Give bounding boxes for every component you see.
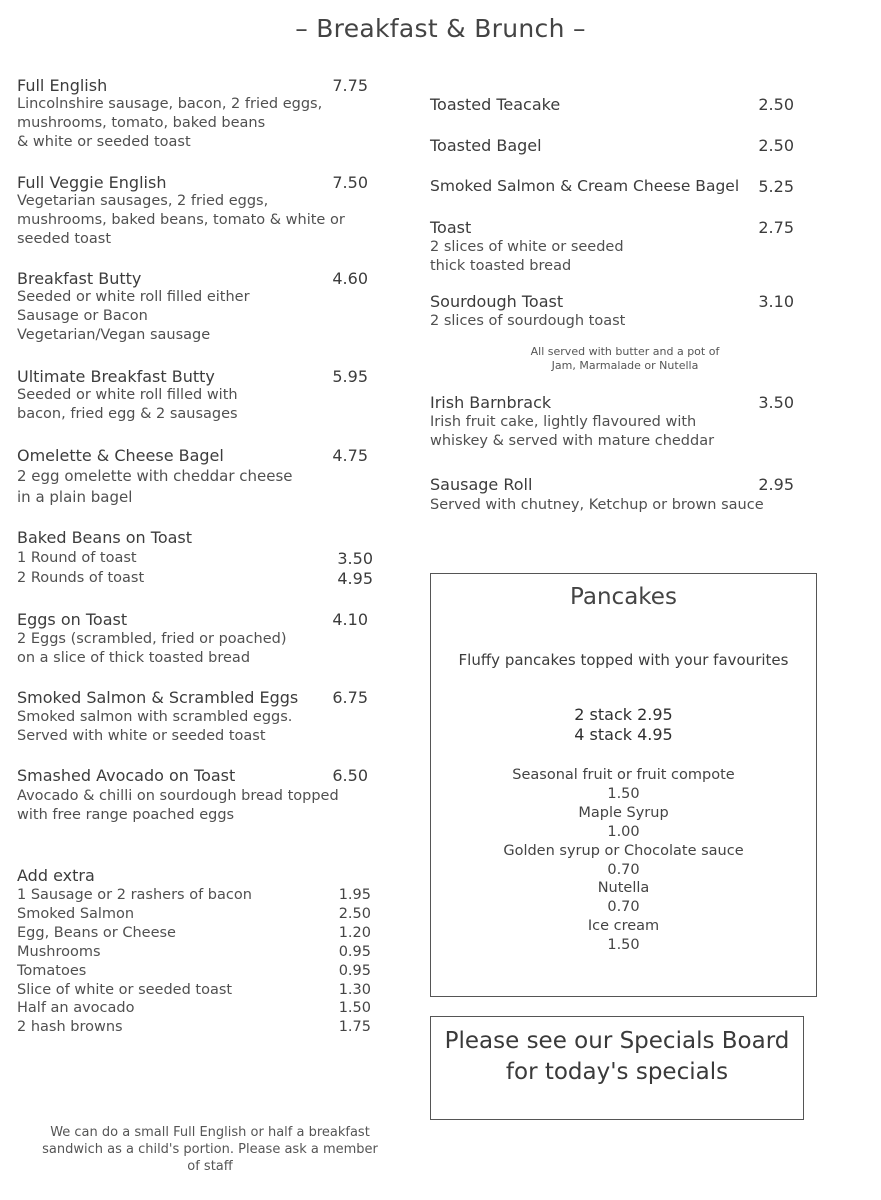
pancakes-box xyxy=(430,573,817,997)
item-price: 5.95 xyxy=(332,367,368,386)
item-price: 7.50 xyxy=(332,173,368,192)
extras-heading: Add extra xyxy=(17,866,95,885)
topping-label: Seasonal fruit or fruit compote xyxy=(512,767,735,783)
pancakes-subtitle: Fluffy pancakes topped with your favourites xyxy=(458,651,789,669)
item-description: 2 slices of white or seeded thick toasted bread xyxy=(430,239,624,274)
child-portion-note: We can do a small Full English or half a breakfast sandwich as a child's portion. Please ask a member of staff xyxy=(42,1125,378,1174)
item-name: Toasted Bagel xyxy=(430,136,542,155)
item-description: 2 egg omelette with cheddar cheese in a plain bagel xyxy=(17,467,293,506)
item-price: 6.75 xyxy=(332,688,368,707)
specials-box xyxy=(430,1016,804,1120)
item-description: Seeded or white roll filled either Sausage or Bacon Vegetarian/Vegan sausage xyxy=(17,289,250,343)
item-description: Vegetarian sausages, 2 fried eggs, mushrooms, baked beans, tomato & white or seeded toast xyxy=(17,193,345,247)
topping-label: Maple Syrup xyxy=(578,804,669,821)
page-title: – Breakfast & Brunch – xyxy=(295,14,586,43)
item-price: 3.50 xyxy=(758,393,794,412)
item-name: Eggs on Toast xyxy=(17,610,128,629)
item-description: Irish fruit cake, lightly flavoured with whiskey & served with mature cheddar xyxy=(430,414,715,449)
item-description: Seeded or white roll filled with bacon, fried egg & 2 sausages xyxy=(17,387,238,422)
topping-label: Golden syrup or Chocolate sauce xyxy=(503,842,744,859)
extra-label: Smoked Salmon xyxy=(17,905,135,922)
butter-note: All served with butter and a pot of Jam, Marmalade or Nutella xyxy=(530,345,720,372)
topping-price: 1.50 xyxy=(607,785,640,802)
pancake-toppings xyxy=(431,766,816,955)
extra-price: 1.20 xyxy=(338,924,371,941)
item-price: 4.60 xyxy=(332,269,368,288)
item-price: 6.50 xyxy=(332,766,368,785)
extras-prices xyxy=(300,886,371,1037)
extra-price: 1.75 xyxy=(338,1019,371,1036)
item-price: 4.75 xyxy=(332,446,368,465)
item-description: Lincolnshire sausage, bacon, 2 fried eggs, mushrooms, tomato, baked beans & white or seeded toast xyxy=(17,96,323,150)
item-price: 2.95 xyxy=(758,475,794,494)
extras-labels xyxy=(17,886,252,1037)
extra-label: 1 Sausage or 2 rashers of bacon xyxy=(17,887,252,903)
pancakes-title: Pancakes xyxy=(570,584,677,610)
item-name: Smashed Avocado on Toast xyxy=(17,766,236,785)
item-price: 3.10 xyxy=(758,292,794,311)
item-name: Breakfast Butty xyxy=(17,269,142,288)
topping-price: 0.70 xyxy=(607,861,640,878)
extra-price: 1.30 xyxy=(338,981,371,998)
item-name: Smoked Salmon & Cream Cheese Bagel xyxy=(430,177,740,195)
item-name: Smoked Salmon & Scrambled Eggs xyxy=(17,688,299,707)
extra-price: 2.50 xyxy=(338,905,371,922)
stack-option: 4 stack 4.95 xyxy=(574,725,673,744)
item-description: Smoked salmon with scrambled eggs. Served with white or seeded toast xyxy=(17,709,293,744)
extra-label: Tomatoes xyxy=(17,962,87,979)
item-price: 7.75 xyxy=(332,76,368,95)
item-description: 2 slices of sourdough toast xyxy=(430,313,626,329)
item-price: 4.10 xyxy=(332,610,368,629)
topping-label: Nutella xyxy=(597,880,650,897)
extra-label: Egg, Beans or Cheese xyxy=(17,924,176,941)
option-price: 4.95 xyxy=(337,569,373,588)
extra-label: Half an avocado xyxy=(17,1000,135,1017)
item-name: Full English xyxy=(17,76,108,95)
item-name: Full Veggie English xyxy=(17,173,167,192)
item-name: Sourdough Toast xyxy=(430,292,564,311)
extra-price: 1.50 xyxy=(338,1000,371,1017)
item-name: Toast xyxy=(430,218,472,237)
item-name: Omelette & Cheese Bagel xyxy=(17,446,224,465)
item-name: Toasted Teacake xyxy=(430,95,561,114)
extra-label: 2 hash browns xyxy=(17,1019,123,1036)
stack-option: 2 stack 2.95 xyxy=(574,705,673,724)
item-name: Baked Beans on Toast xyxy=(17,528,193,547)
item-price: 2.50 xyxy=(758,95,794,114)
topping-price: 1.00 xyxy=(607,823,640,840)
extra-price: 1.95 xyxy=(338,887,371,903)
specials-text: Please see our Specials Board for today's specials xyxy=(444,1028,790,1085)
item-description: 2 Eggs (scrambled, fried or poached) on a slice of thick toasted bread xyxy=(17,631,287,666)
option-label: 2 Rounds of toast xyxy=(17,570,145,586)
topping-label: Ice cream xyxy=(587,918,660,935)
extra-price: 0.95 xyxy=(338,962,371,979)
item-price: 5.25 xyxy=(758,177,794,196)
extra-label: Slice of white or seeded toast xyxy=(17,981,233,998)
option-label: 1 Round of toast xyxy=(17,550,137,566)
item-description: Avocado & chilli on sourdough bread topped with free range poached eggs xyxy=(17,788,339,823)
item-name: Irish Barnbrack xyxy=(430,393,552,412)
topping-price: 0.70 xyxy=(607,899,640,916)
item-name: Sausage Roll xyxy=(430,475,533,494)
pancake-stacks xyxy=(431,705,816,745)
item-description: Served with chutney, Ketchup or brown sauce xyxy=(430,497,764,513)
extra-price: 0.95 xyxy=(338,943,371,960)
topping-price: 1.50 xyxy=(607,937,640,954)
item-price: 2.50 xyxy=(758,136,794,155)
item-name: Ultimate Breakfast Butty xyxy=(17,367,215,386)
option-price: 3.50 xyxy=(337,549,373,568)
item-price: 2.75 xyxy=(758,218,794,237)
extra-label: Mushrooms xyxy=(17,943,101,960)
